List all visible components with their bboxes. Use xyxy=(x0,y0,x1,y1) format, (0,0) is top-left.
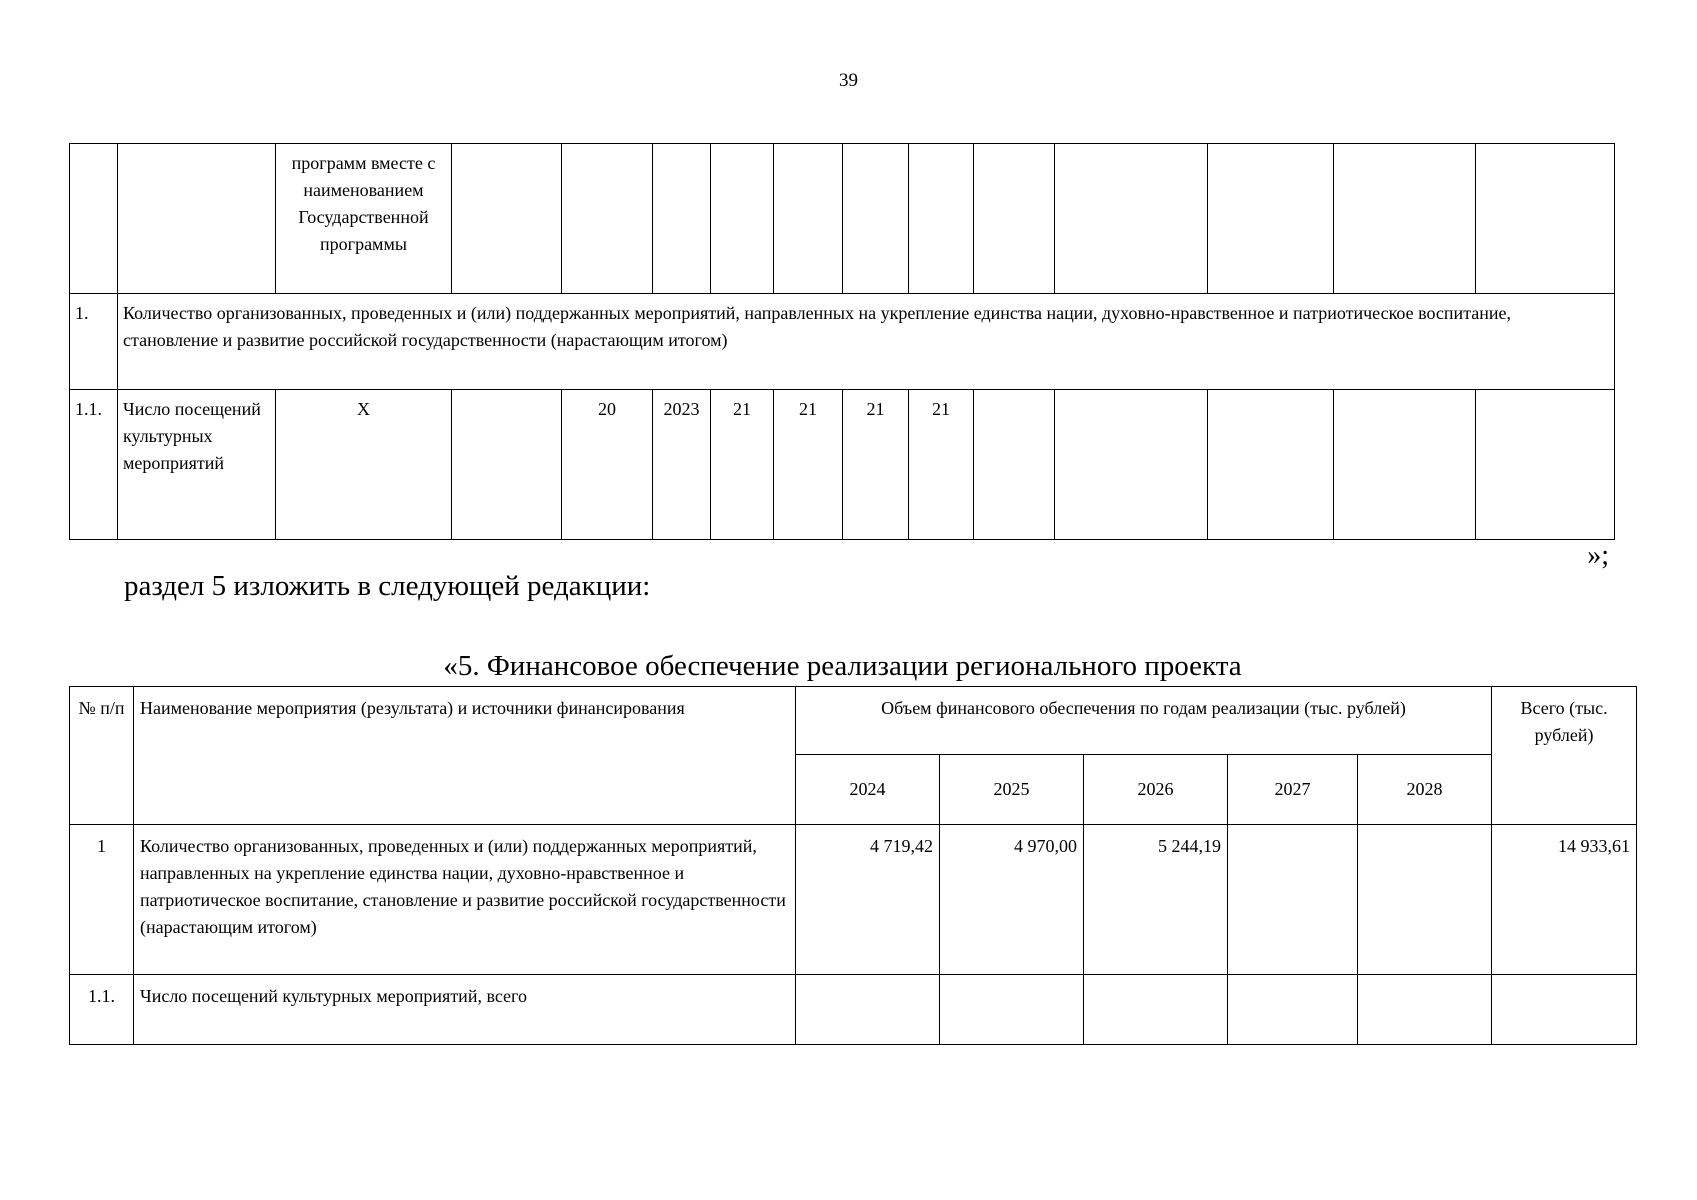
amount-cell: 4 719,42 xyxy=(796,825,940,975)
amount-cell xyxy=(1228,825,1358,975)
header-num: № п/п xyxy=(70,687,134,825)
value-cell: 21 xyxy=(774,390,843,540)
financing-table xyxy=(69,686,1637,1045)
amount-cell xyxy=(1228,975,1358,1045)
amount-cell xyxy=(1084,975,1228,1045)
table-row xyxy=(70,144,1615,294)
amount-cell xyxy=(1358,825,1492,975)
year-header: 2024 xyxy=(796,755,940,825)
activity-name: Количество организованных, проведенных и (или) поддержанных мероприятий, направленных на укрепление единства нации, духовно-нравственное и патриотическое воспитание, становление и развитие российской государственности (нарастающим итогом) xyxy=(134,825,796,975)
value-cell: 21 xyxy=(711,390,774,540)
amount-cell xyxy=(940,975,1084,1045)
table-row xyxy=(70,825,1637,975)
table-cell: программ вместе с наименованием Государственной программы xyxy=(276,144,452,294)
total-cell xyxy=(1492,975,1637,1045)
amount-cell: 4 970,00 xyxy=(940,825,1084,975)
row-number: 1.1. xyxy=(70,975,134,1045)
value-cell: 21 xyxy=(843,390,909,540)
value-cell: 21 xyxy=(909,390,974,540)
indicators-table xyxy=(69,143,1615,540)
header-total: Всего (тыс. рублей) xyxy=(1492,687,1637,825)
activity-name: Число посещений культурных мероприятий, всего xyxy=(134,975,796,1045)
amount-cell xyxy=(1358,975,1492,1045)
section-title: «5. Финансовое обеспечение реализации регионального проекта xyxy=(443,650,1242,682)
indicator-name: Число посещений культурных мероприятий xyxy=(118,390,276,540)
table-row xyxy=(70,294,1615,390)
closing-quote: »; xyxy=(1587,540,1609,571)
base-value: 20 xyxy=(562,390,653,540)
row-number: 1. xyxy=(70,294,118,390)
table-row xyxy=(70,975,1637,1045)
table-header-row xyxy=(70,687,1637,755)
year-header: 2026 xyxy=(1084,755,1228,825)
base-year: 2023 xyxy=(653,390,711,540)
table-row xyxy=(70,390,1615,540)
year-header: 2025 xyxy=(940,755,1084,825)
amount-cell xyxy=(796,975,940,1045)
row-number: 1 xyxy=(70,825,134,975)
group-title: Количество организованных, проведенных и (или) поддержанных мероприятий, направленных на укрепление единства нации, духовно-нравственное и патриотическое воспитание, становление и развитие российской государственности (нарастающим итогом) xyxy=(118,294,1615,390)
year-header: 2028 xyxy=(1358,755,1492,825)
amount-cell: 5 244,19 xyxy=(1084,825,1228,975)
page-number: 39 xyxy=(839,70,858,91)
instruction-text: раздел 5 изложить в следующей редакции: xyxy=(124,570,651,602)
mark-cell: Х xyxy=(276,390,452,540)
header-name: Наименование мероприятия (результата) и источники финансирования xyxy=(134,687,796,825)
header-volume: Объем финансового обеспечения по годам реализации (тыс. рублей) xyxy=(796,687,1492,755)
year-header: 2027 xyxy=(1228,755,1358,825)
total-cell: 14 933,61 xyxy=(1492,825,1637,975)
row-number: 1.1. xyxy=(70,390,118,540)
